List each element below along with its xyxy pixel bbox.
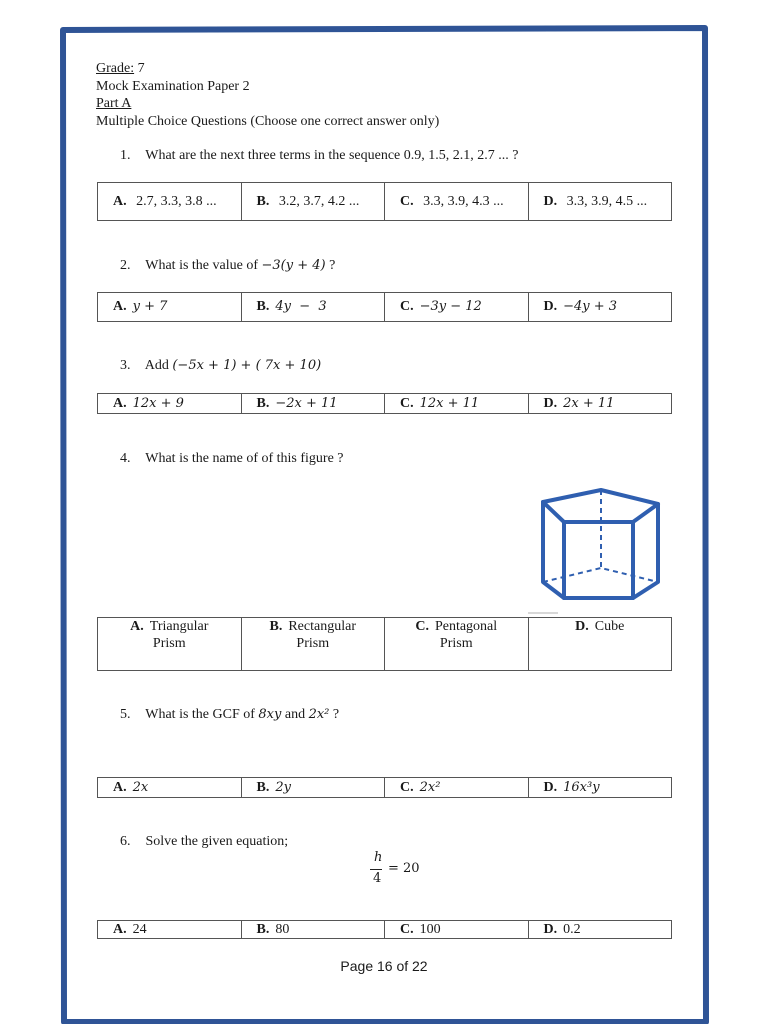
question-number: 1. bbox=[120, 148, 131, 163]
option-label: D. bbox=[543, 299, 558, 314]
question-math: 2x² bbox=[308, 707, 330, 722]
option-text: −3y − 12 bbox=[419, 299, 482, 314]
question-2 bbox=[120, 258, 335, 274]
equation-numerator: h bbox=[374, 850, 383, 865]
option-text: Cube bbox=[594, 619, 625, 634]
option-text: Rectangular bbox=[288, 619, 356, 634]
option-label: A. bbox=[113, 299, 127, 314]
question-math: (−5x + 1) + ( 7x + 10) bbox=[172, 358, 322, 373]
option-b[interactable] bbox=[241, 183, 385, 221]
divider bbox=[528, 612, 558, 614]
option-b[interactable] bbox=[241, 778, 385, 798]
question-text: Solve the given equation; bbox=[145, 834, 289, 849]
answer-table-3 bbox=[97, 393, 672, 414]
option-text: 2x bbox=[132, 779, 149, 795]
question-text: What is the GCF of bbox=[145, 707, 255, 722]
pentagonal-prism-icon bbox=[536, 484, 666, 604]
question-1 bbox=[120, 148, 518, 164]
option-label: C. bbox=[400, 395, 414, 411]
option-text: −4y + 3 bbox=[563, 299, 618, 314]
option-d[interactable] bbox=[528, 183, 672, 221]
option-c[interactable] bbox=[385, 778, 529, 798]
option-text: y + 7 bbox=[132, 299, 168, 314]
option-a[interactable] bbox=[98, 394, 242, 414]
option-c[interactable] bbox=[385, 921, 529, 939]
question-4 bbox=[120, 451, 344, 467]
option-text: 4y − 3 bbox=[275, 299, 327, 314]
option-label: C. bbox=[400, 299, 414, 314]
option-c[interactable] bbox=[385, 293, 529, 322]
question-5 bbox=[120, 707, 339, 723]
option-label: B. bbox=[256, 779, 270, 795]
option-text: 80 bbox=[275, 921, 290, 937]
option-text: 16x³y bbox=[563, 779, 600, 795]
option-label: D. bbox=[543, 395, 558, 411]
question-3 bbox=[120, 358, 321, 374]
answer-table-6 bbox=[97, 920, 672, 939]
option-text: 12x + 9 bbox=[132, 395, 184, 411]
option-text: 3.3, 3.9, 4.5 ... bbox=[566, 193, 648, 209]
option-text: 2y bbox=[275, 779, 291, 795]
grade-label: Grade: bbox=[96, 61, 135, 76]
option-b[interactable] bbox=[241, 394, 385, 414]
question-conjunction: and bbox=[284, 707, 306, 722]
option-label: A. bbox=[113, 921, 127, 937]
option-text: 12x + 11 bbox=[419, 395, 480, 411]
exam-header bbox=[96, 60, 439, 130]
answer-table-5 bbox=[97, 777, 672, 798]
option-text: 2.7, 3.3, 3.8 ... bbox=[136, 193, 217, 209]
option-d[interactable] bbox=[528, 921, 672, 939]
option-a[interactable] bbox=[98, 293, 242, 322]
option-text: 2x² bbox=[419, 779, 441, 795]
option-label: C. bbox=[400, 779, 414, 795]
option-text-line2: Prism bbox=[152, 636, 186, 651]
option-text: Pentagonal bbox=[434, 619, 498, 634]
question-suffix: ? bbox=[325, 258, 336, 273]
option-text: −2x + 11 bbox=[275, 395, 338, 411]
option-label: B. bbox=[256, 395, 270, 411]
option-d[interactable] bbox=[528, 618, 672, 671]
option-text: Triangular bbox=[149, 619, 209, 634]
option-label: C. bbox=[400, 921, 414, 937]
option-text: 24 bbox=[132, 921, 147, 937]
grade-value: 7 bbox=[137, 61, 145, 76]
question-number: 3. bbox=[120, 358, 131, 373]
exam-title: Mock Examination Paper 2 bbox=[96, 78, 250, 94]
option-text: 0.2 bbox=[563, 921, 581, 937]
option-label: A. bbox=[113, 395, 127, 411]
option-b[interactable] bbox=[241, 293, 385, 322]
option-label: C. bbox=[400, 193, 414, 209]
answer-table-4 bbox=[97, 617, 672, 671]
answer-table-1 bbox=[97, 182, 672, 221]
fraction-bar bbox=[370, 869, 382, 870]
option-label: B. bbox=[269, 619, 283, 634]
question-suffix: ? bbox=[329, 707, 340, 722]
grade-line bbox=[96, 60, 439, 78]
option-d[interactable] bbox=[528, 394, 672, 414]
page-number: Page 16 of 22 bbox=[340, 958, 428, 974]
option-label: D. bbox=[543, 779, 558, 795]
question-text: What are the next three terms in the sequence 0.9, 1.5, 2.1, 2.7 ... ? bbox=[145, 148, 519, 163]
option-c[interactable] bbox=[385, 394, 529, 414]
equation-denominator: 4 bbox=[373, 871, 382, 886]
option-label: A. bbox=[113, 193, 127, 209]
question-number: 6. bbox=[120, 834, 131, 849]
option-label: C. bbox=[415, 619, 429, 634]
option-label: D. bbox=[543, 921, 558, 937]
option-label: B. bbox=[256, 299, 270, 314]
answer-table-2 bbox=[97, 292, 672, 322]
option-text: 3.3, 3.9, 4.3 ... bbox=[423, 193, 504, 209]
option-c[interactable] bbox=[385, 618, 529, 671]
option-label: B. bbox=[256, 921, 270, 937]
equation-rhs: = 20 bbox=[388, 861, 420, 876]
option-text: 2x + 11 bbox=[563, 395, 615, 411]
option-a[interactable] bbox=[98, 618, 242, 671]
option-label: A. bbox=[113, 779, 127, 795]
option-label: D. bbox=[543, 193, 558, 209]
question-number: 5. bbox=[120, 707, 131, 722]
question-math: 8xy bbox=[258, 707, 282, 722]
question-math: −3(y + 4) bbox=[261, 258, 326, 273]
option-label: A. bbox=[130, 619, 144, 634]
option-text-line2: Prism bbox=[439, 636, 473, 651]
option-b[interactable] bbox=[241, 618, 385, 671]
question-number: 2. bbox=[120, 258, 131, 273]
question-text: What is the name of of this figure ? bbox=[145, 451, 344, 466]
option-a[interactable] bbox=[98, 921, 242, 939]
option-label: D. bbox=[575, 619, 589, 634]
option-a[interactable] bbox=[98, 778, 242, 798]
question-text: What is the value of bbox=[145, 258, 258, 273]
question-number: 4. bbox=[120, 451, 131, 466]
option-d[interactable] bbox=[528, 778, 672, 798]
option-text-line2: Prism bbox=[296, 636, 330, 651]
option-b[interactable] bbox=[241, 921, 385, 939]
option-label: B. bbox=[256, 193, 270, 209]
part-label: Part A bbox=[96, 96, 132, 111]
option-a[interactable] bbox=[98, 183, 242, 221]
instructions: Multiple Choice Questions (Choose one correct answer only) bbox=[96, 113, 440, 129]
option-c[interactable] bbox=[385, 183, 529, 221]
option-text: 3.2, 3.7, 4.2 ... bbox=[278, 193, 360, 209]
question-text: Add bbox=[144, 358, 169, 373]
option-text: 100 bbox=[419, 921, 441, 937]
option-d[interactable] bbox=[528, 293, 672, 322]
question-6 bbox=[120, 834, 288, 850]
